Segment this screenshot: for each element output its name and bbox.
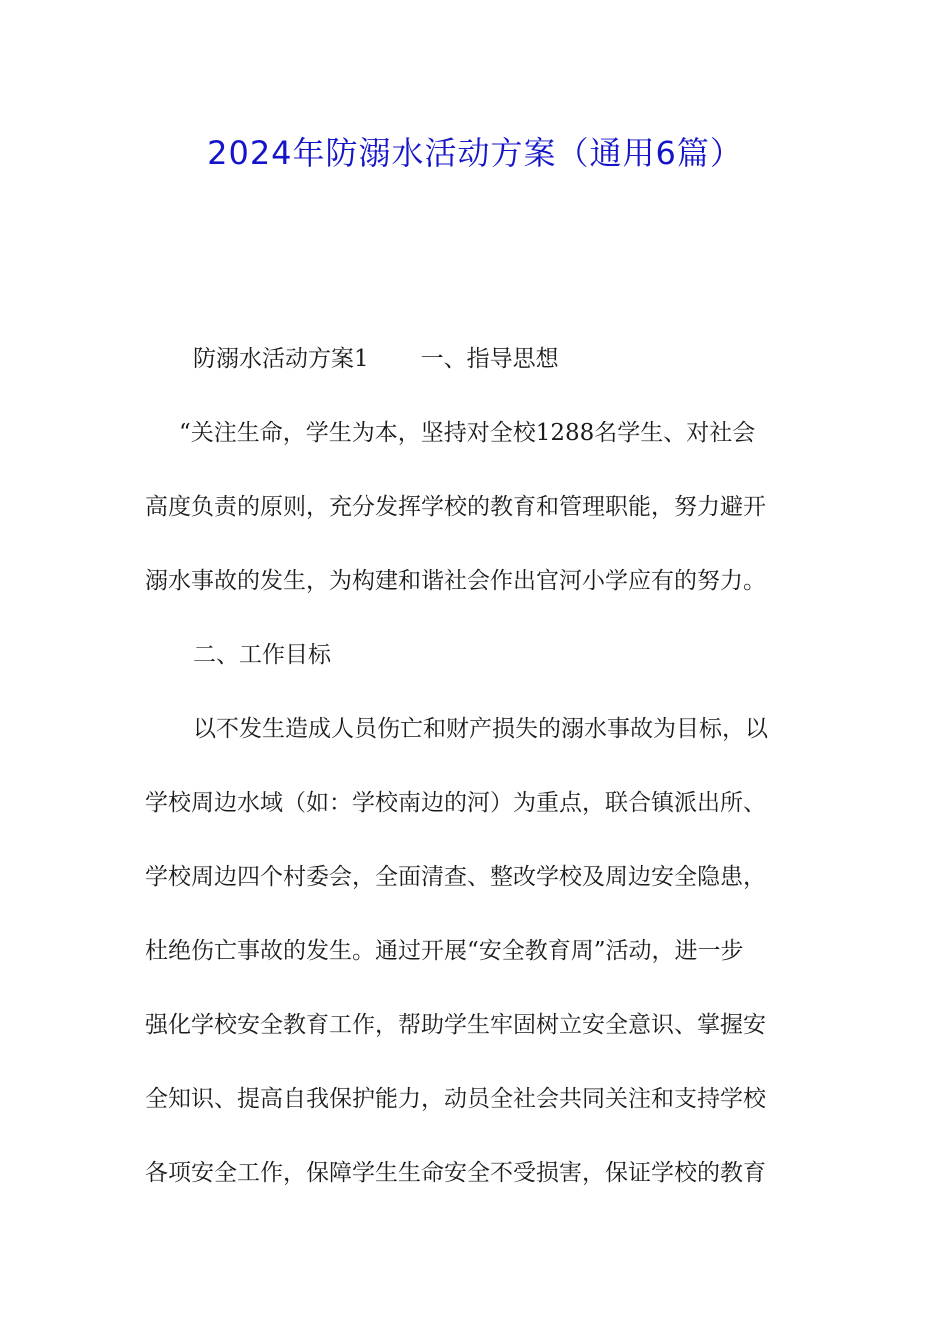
section-heading: 防溺水活动方案1 — [193, 346, 369, 372]
heading-guiding-thought: 一、指导思想 — [420, 346, 559, 372]
paragraph-line: 高度负责的原则，充分发挥学校的教育和管理职能，努力避开 — [145, 494, 766, 520]
heading-work-goals: 二、工作目标 — [193, 642, 331, 668]
paragraph-line: 杜绝伤亡事故的发生。通过开展“安全教育周”活动，进一步 — [145, 938, 744, 964]
document-body — [145, 336, 810, 1224]
paragraph-line: 溺水事故的发生，为构建和谐社会作出官河小学应有的努力。 — [145, 568, 766, 594]
paragraph-line: 学校周边四个村委会，全面清查、整改学校及周边安全隐患， — [145, 864, 766, 890]
paragraph-line: “关注生命，学生为本，坚持对全校1288名学生、对社会 — [179, 420, 756, 446]
paragraph-line: 全知识、提高自我保护能力，动员全社会共同关注和支持学校 — [145, 1086, 766, 1112]
section-heading-line — [145, 336, 810, 410]
paragraph-line: 强化学校安全教育工作，帮助学生牢固树立安全意识、掌握安 — [145, 1012, 766, 1038]
paragraph-line: 学校周边水域（如：学校南边的河）为重点，联合镇派出所、 — [145, 790, 766, 816]
document-title: 2024年防溺水活动方案（通用6篇） — [207, 134, 743, 172]
paragraph-line: 各项安全工作，保障学生生命安全不受损害，保证学校的教育 — [145, 1160, 766, 1186]
paragraph-line: 以不发生造成人员伤亡和财产损失的溺水事故为目标，以 — [193, 716, 768, 742]
